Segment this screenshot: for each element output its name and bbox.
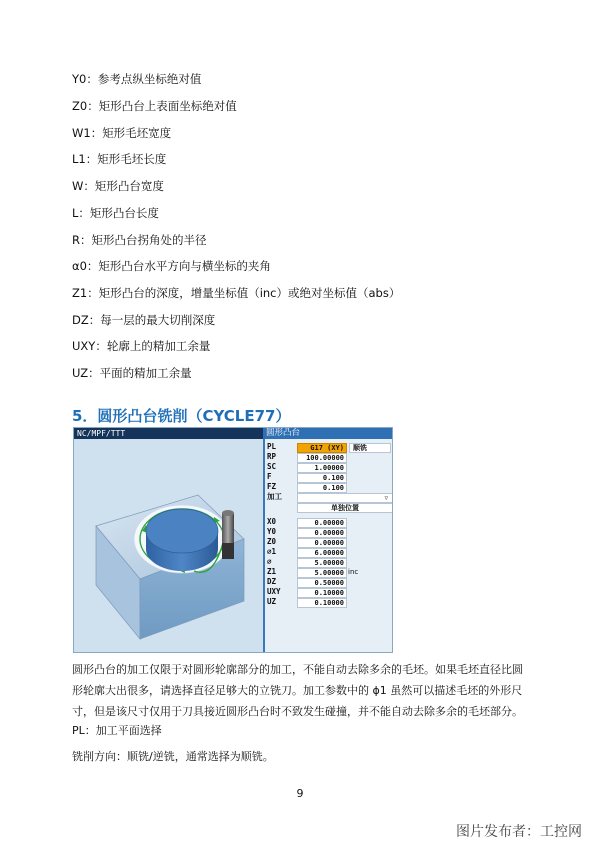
param-line: R：矩形凸台拐角处的半径 [72, 233, 207, 247]
param-value-field[interactable]: 5.00000 [297, 558, 347, 568]
param-row[interactable]: ⌀ 5.00000 [265, 557, 393, 567]
param-row[interactable]: F 0.100 [265, 472, 393, 482]
page-number: 9 [296, 787, 304, 800]
param-row[interactable]: X0 0.00000 [265, 517, 393, 527]
spigot-cylinder-top [146, 509, 218, 553]
param-row[interactable]: DZ 0.50000 [265, 577, 393, 587]
param-value-field[interactable]: 0.10000 [297, 598, 347, 608]
chevron-down-icon: ▿ [384, 494, 388, 502]
param-line: DZ：每一层的最大切削深度 [72, 313, 216, 327]
param-line: Z0：矩形凸台上表面坐标绝对值 [72, 99, 237, 113]
publisher-watermark: 图片发布者：工控网 [456, 824, 582, 840]
param-line: α0：矩形凸台水平方向与横坐标的夹角 [72, 259, 271, 273]
section-title: 5．圆形凸台铣削（CYCLE77） [72, 407, 291, 425]
param-line: Y0：参考点纵坐标绝对值 [72, 72, 202, 86]
param-value-field[interactable]: 0.50000 [297, 578, 347, 588]
param-value-field[interactable]: 100.00000 [297, 453, 347, 463]
param-row[interactable]: Y0 0.00000 [265, 527, 393, 537]
param-line: Z1：矩形凸台的深度，增量坐标值（inc）或绝对坐标值（abs） [72, 286, 401, 300]
panel-title-bar [263, 428, 392, 439]
param-row[interactable]: RP 100.00000 [265, 452, 393, 462]
pl-note: PL：加工平面选择 [72, 724, 162, 737]
param-value-field[interactable]: 1.00000 [297, 463, 347, 473]
param-value-field[interactable]: 0.00000 [297, 528, 347, 538]
param-line: W：矩形凸台宽度 [72, 179, 164, 193]
program-path: NC/MPF/TTT [77, 429, 126, 438]
param-row[interactable]: Z0 0.00000 [265, 537, 393, 547]
milling-tool-tip [222, 543, 234, 559]
milling-tool-top [222, 510, 234, 516]
description-paragraph: 圆形凸台的加工仅限于对圆形轮廓部分的加工，不能自动去除多余的毛坯。如果毛坯直径比圆形轮廓大出很多，请选择直径足够大的立铣刀。加工参数中的 ϕ1 虽然可以描述毛坯的外形尺寸，但是该尺寸仅用于刀具接近圆形凸台时不致发生碰撞，并不能自动去除多余的毛坯部分。 [72, 663, 523, 718]
param-value-field[interactable]: 0.100 [297, 473, 347, 483]
param-line: UZ：平面的精加工余量 [72, 366, 192, 380]
param-value-field[interactable]: 6.00000 [297, 548, 347, 558]
param-line: W1：矩形毛坯宽度 [72, 126, 172, 140]
param-row[interactable]: SC 1.00000 [265, 462, 393, 472]
param-row[interactable]: Z1 5.00000 inc [267, 567, 359, 577]
milling-direction-note: 铣削方向：顺铣/逆铣，通常选择为顺铣。 [72, 750, 274, 763]
param-value-field[interactable]: 0.10000 [297, 588, 347, 598]
param-line: UXY：轮廓上的精加工余量 [72, 339, 211, 353]
param-line: L：矩形凸台长度 [72, 206, 159, 220]
param-row[interactable]: FZ 0.100 [265, 482, 393, 492]
spigot-illustration [74, 439, 263, 652]
param-row[interactable]: UZ 0.10000 [265, 597, 393, 607]
parameter-panel [263, 439, 393, 652]
param-row[interactable]: ⌀1 6.00000 [265, 547, 393, 557]
param-value-field[interactable]: 0.00000 [297, 538, 347, 548]
param-row-pl[interactable]: PL G17 (XY) 顺铣 [265, 442, 393, 452]
unit-label: inc [348, 568, 359, 576]
param-value-field[interactable]: 0.100 [297, 483, 347, 493]
panel-title: 圆形凸台 [266, 428, 301, 438]
position-field[interactable]: 单独位置 [297, 503, 393, 513]
param-line: L1：矩形毛坯长度 [72, 152, 167, 166]
spigot-graphic [74, 439, 263, 652]
param-row[interactable]: UXY 0.10000 [265, 587, 393, 597]
pl-field[interactable]: G17 (XY) [297, 443, 347, 453]
param-value-field[interactable]: 0.00000 [297, 518, 347, 528]
param-value-field[interactable]: 5.00000 [297, 568, 347, 578]
milling-tool-shank [222, 513, 234, 545]
param-row-position[interactable] [265, 502, 393, 512]
param-row-machining[interactable]: 加工 ▿ [265, 492, 393, 502]
cnc-screen-figure [73, 427, 393, 653]
milling-direction-field[interactable]: 顺铣 [349, 443, 391, 453]
